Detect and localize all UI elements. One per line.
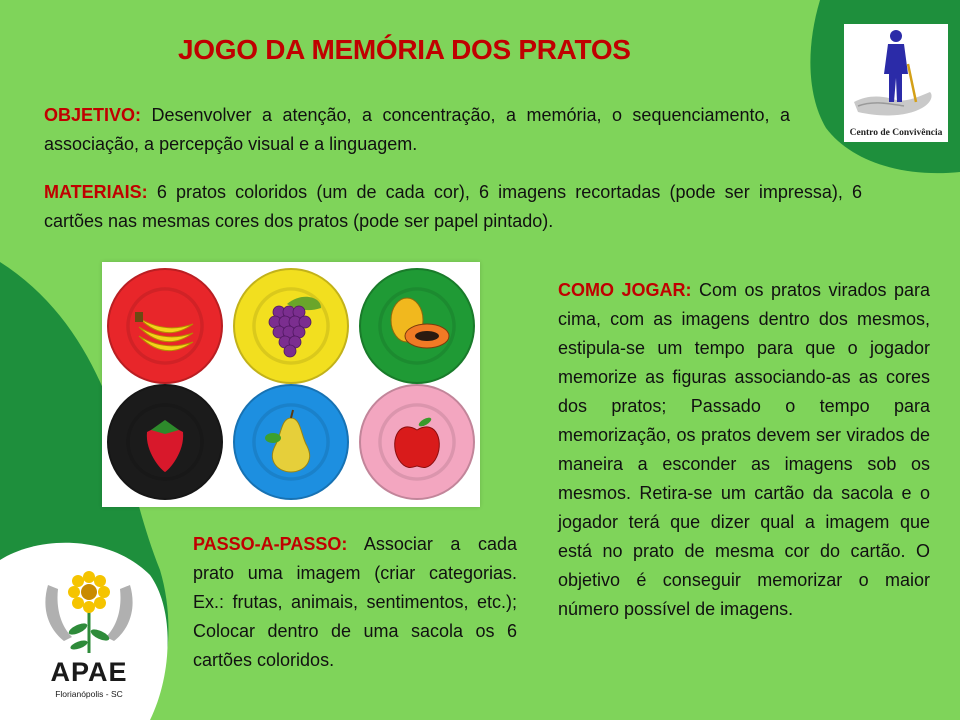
centro-convivencia-logo <box>844 24 948 142</box>
plate-6 <box>360 385 474 499</box>
materiais-paragraph <box>44 178 862 236</box>
apae-name: APAE <box>50 657 128 687</box>
como-jogar-label: COMO JOGAR: <box>558 280 692 300</box>
plates-grid <box>102 262 480 507</box>
passo-a-passo-label: PASSO-A-PASSO: <box>193 534 348 554</box>
objetivo-label: OBJETIVO: <box>44 105 142 125</box>
como-jogar-text: Com os pratos virados para cima, com as imagens dentro dos mesmos, estipula-se um tempo para que o jogador memorize as figuras associando-as as cores dos pratos; Passado o tempo para memorização, os pratos devem ser virados de maneira a esconder as imagens sob os mesmos. Retira-se um cartão da sacola e o jogador terá que dizer qual a imagem que está no prato de mesma cor do cartão. O objetivo é conseguir memorizar o maior número possível de imagens. <box>558 280 930 619</box>
materiais-label: MATERIAIS: <box>44 182 148 202</box>
apae-logo <box>34 565 154 700</box>
plate-5 <box>234 385 348 499</box>
plate-3 <box>360 269 474 383</box>
page-title: JOGO DA MEMÓRIA DOS PRATOS <box>178 34 631 65</box>
elderly-person-icon <box>844 24 948 124</box>
objetivo-text: Desenvolver a atenção, a concentração, a memória, o sequenciamento, a associação, a percepção visual e a linguagem. <box>44 105 790 154</box>
apae-city: Florianópolis - SC <box>55 689 123 699</box>
passo-a-passo-paragraph <box>193 530 517 675</box>
objetivo-paragraph <box>44 101 790 159</box>
plate-2 <box>234 269 348 383</box>
plates-photo <box>102 262 480 507</box>
plate-1 <box>108 269 222 383</box>
centro-convivencia-text: Centro de Convivência <box>849 128 943 138</box>
materiais-text: 6 pratos coloridos (um de cada cor), 6 imagens recortadas (pode ser impressa), 6 cartões nas mesmas cores dos pratos (pode ser papel pintado). <box>44 182 862 231</box>
plate-4 <box>108 385 222 499</box>
passo-a-passo-text: Associar a cada prato uma imagem (criar categorias. Ex.: frutas, animais, sentimentos, etc.); Colocar dentro de uma sacola os 6 cartões coloridos. <box>193 534 517 670</box>
como-jogar-paragraph <box>558 276 930 624</box>
sunflower-hands-icon <box>34 565 144 657</box>
